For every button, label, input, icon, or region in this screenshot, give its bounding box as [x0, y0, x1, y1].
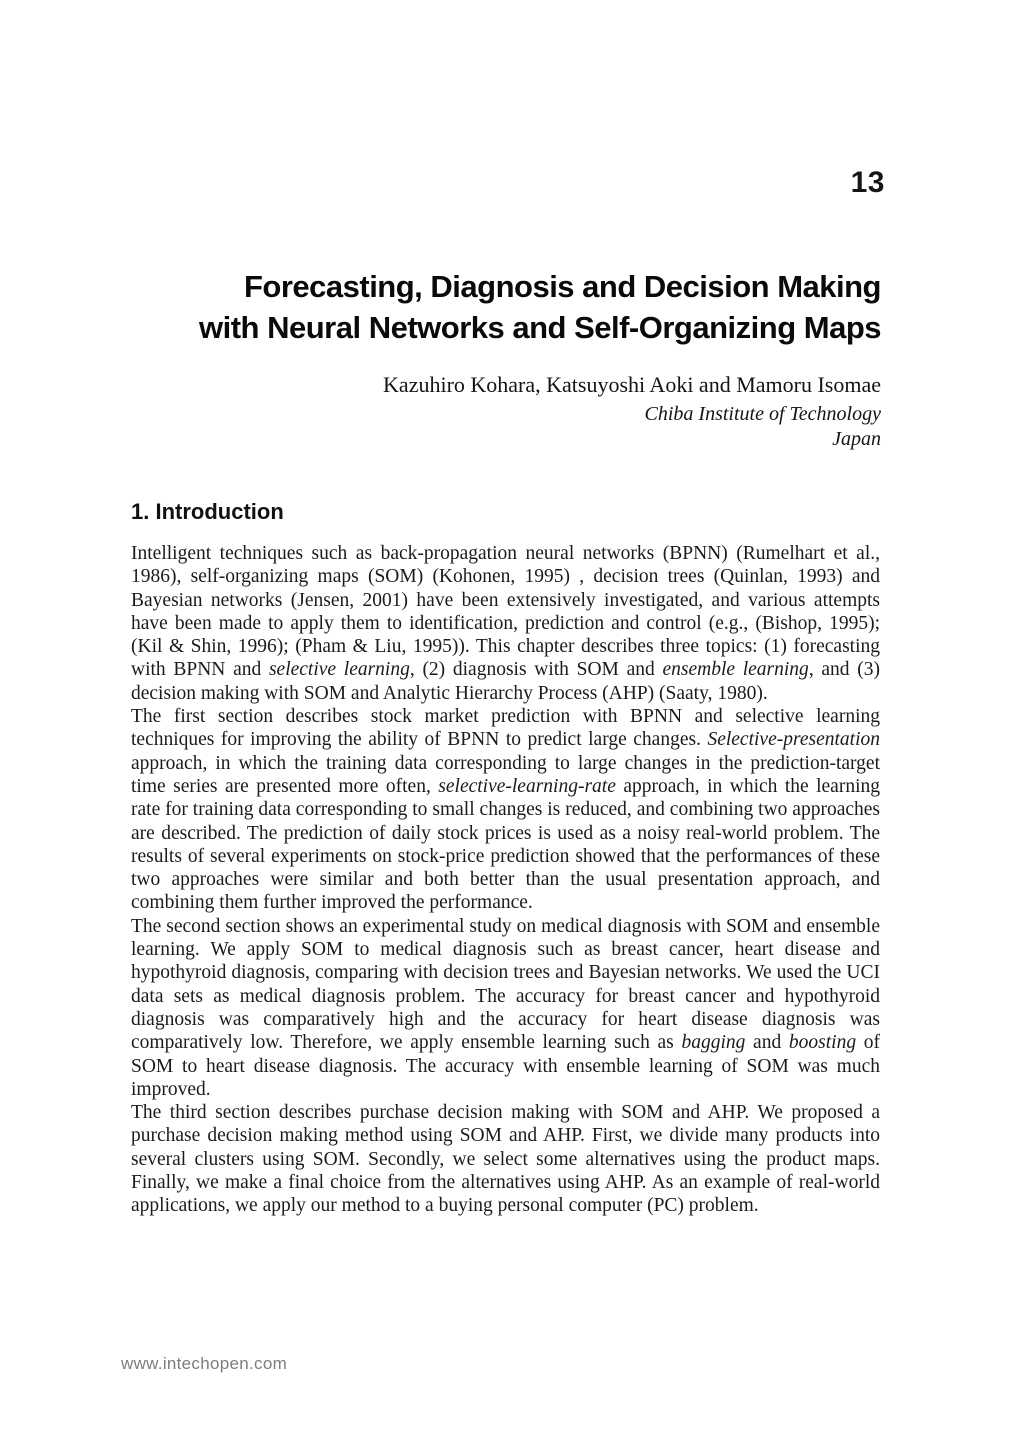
paragraph — [131, 542, 880, 705]
chapter-header — [131, 266, 881, 451]
italic-text-segment: boosting — [788, 1032, 857, 1054]
text-segment: The second section shows an experimental study on medical diagnosis with SOM and ensemble learning. We apply SOM to medical diagnosis such as breast cancer, heart disease and hypothyroid diagnosis, comparing with decision trees and Bayesian networks. We used the UCI data sets as medical diagnosis problem. The accuracy for breast cancer and hypothyroid diagnosis was comparatively high and the accuracy for heart disease diagnosis was comparatively low. Therefore, we apply ensemble learning such as — [131, 915, 880, 1054]
chapter-title-line2: with Neural Networks and Self-Organizing Maps — [199, 310, 881, 345]
text-segment: Intelligent techniques such as back-propagation neural networks (BPNN) (Rumelhart et al., 1986), self-organizing maps (SOM) (Kohonen, 1995) , decision trees (Quinlan, 1993) and Bayesian networks (Jensen, 2001) have been extensively investigated, and various attempts have been made to apply them to identification, prediction and control (e.g., (Bishop, 1995); (Kil & Shin, 1996); (Pham & Liu, 1995)). This chapter describes three topics: (1) forecasting with BPNN and — [131, 543, 880, 681]
text-segment: of SOM to heart disease diagnosis. The accuracy with ensemble learning of SOM was much improved. — [131, 1032, 880, 1100]
section-heading: 1. Introduction — [131, 499, 284, 524]
chapter-body — [131, 499, 880, 1218]
italic-text-segment: selective learning — [268, 659, 410, 681]
text-segment: The third section describes purchase decision making with SOM and AHP. We proposed a purchase decision making method using SOM and AHP. First, we divide many products into several clusters using SOM. Secondly, we select some alternatives using the product maps. Finally, we make a final choice from the alternatives using AHP. As an example of real-world applications, we apply our method to a buying personal computer (PC) problem. — [131, 1102, 880, 1217]
chapter-title-line1: Forecasting, Diagnosis and Decision Making — [243, 269, 881, 304]
chapter-title — [131, 266, 881, 348]
paragraph — [131, 1101, 880, 1217]
affiliation: Chiba Institute of Technology — [644, 403, 881, 425]
authors: Kazuhiro Kohara, Katsuyoshi Aoki and Mamoru Isomae — [383, 372, 881, 397]
text-segment: , (2) diagnosis with SOM and — [409, 659, 663, 681]
paragraph — [131, 915, 880, 1101]
page-footer — [121, 1354, 287, 1374]
italic-text-segment: bagging — [681, 1032, 746, 1054]
text-segment: The first section describes stock market prediction with BPNN and selective learning techniques for improving the ability of BPNN to predict large changes. — [131, 706, 880, 751]
text-segment: , and (3) decision making with SOM and Analytic Hierarchy Process (AHP) (Saaty, 1980). — [131, 659, 880, 704]
text-segment: and — [745, 1032, 789, 1054]
italic-text-segment: ensemble learning — [662, 659, 809, 681]
paragraph — [131, 705, 880, 915]
introduction-paragraphs — [131, 542, 880, 1218]
italic-text-segment: selective-learning-rate — [438, 775, 616, 797]
country: Japan — [832, 428, 881, 450]
italic-text-segment: Selective-presentation — [707, 729, 880, 751]
text-segment: approach, in which the training data corresponding to large changes in the prediction-target time series are presented more often, — [131, 752, 880, 797]
footer-url-link[interactable]: www.intechopen.com — [121, 1354, 288, 1373]
text-segment: approach, in which the learning rate for training data corresponding to small changes is reduced, and combining two approaches are described. The prediction of daily stock prices is used as a noisy real-world problem. The results of several experiments on stock-price prediction showed that the performances of these two approaches were similar and both better than the usual presentation approach, and combining them further improved the performance. — [131, 775, 880, 914]
page-number: 13 — [850, 166, 885, 199]
